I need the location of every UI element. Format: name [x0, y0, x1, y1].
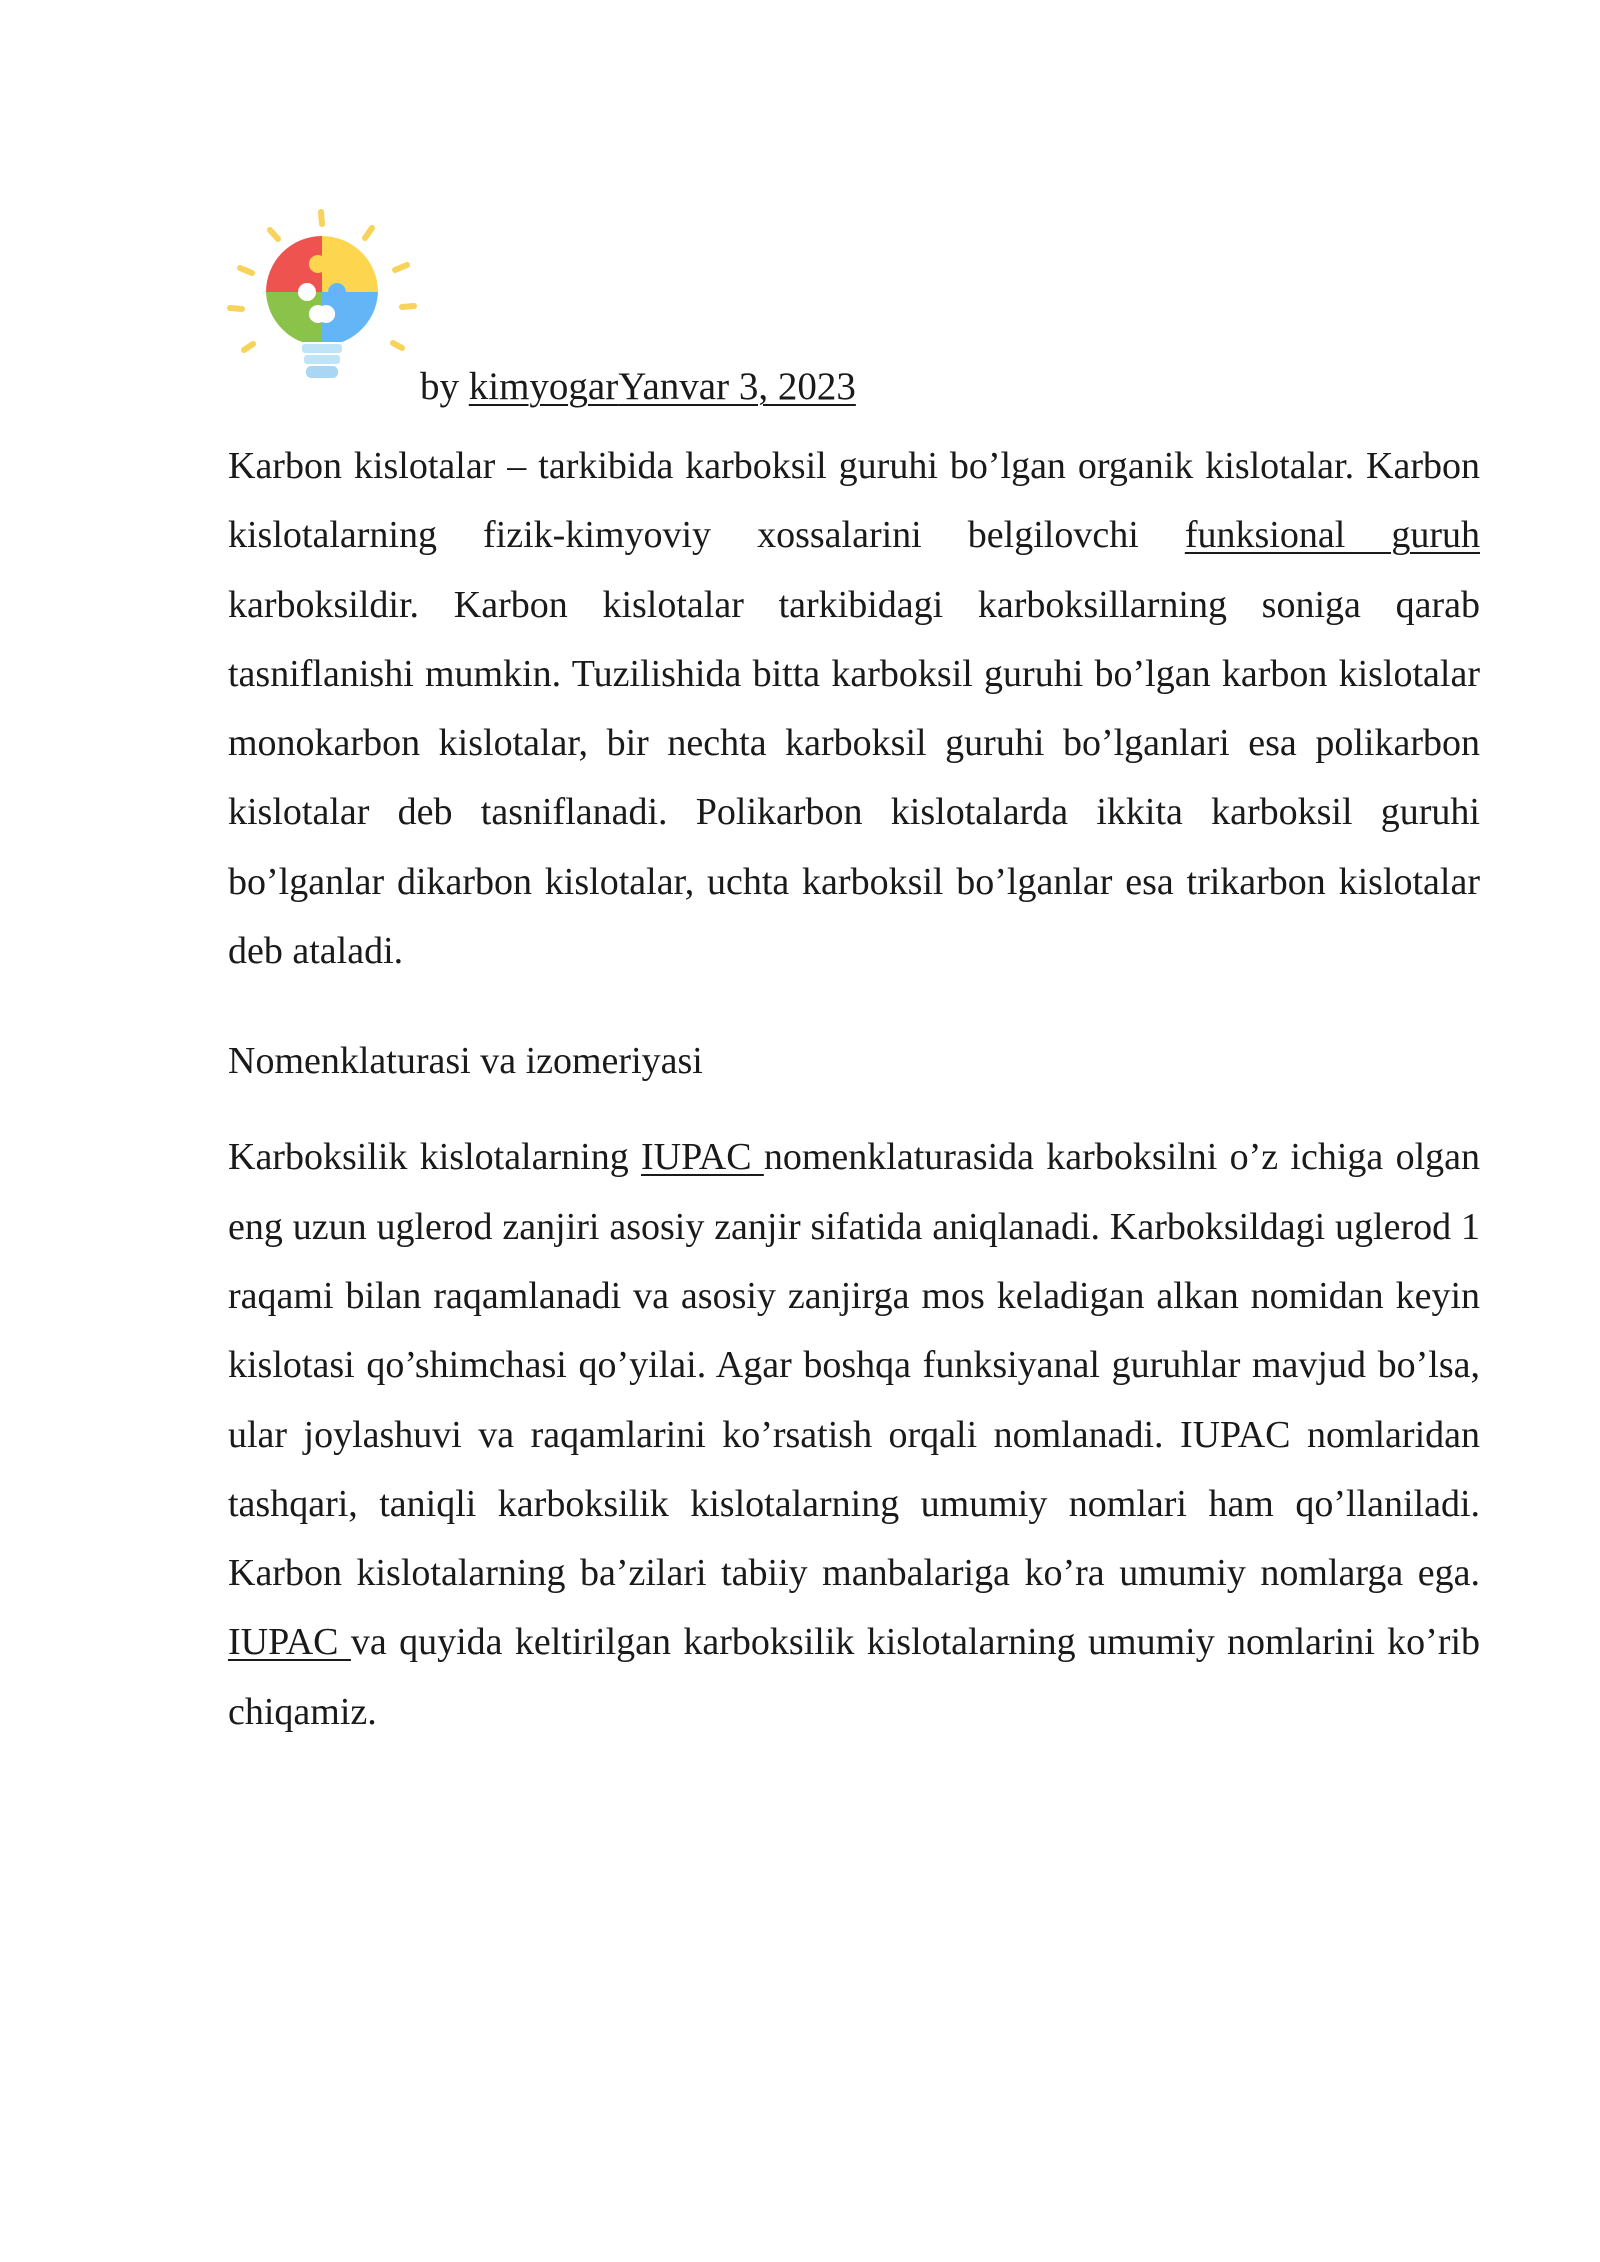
nomenclature-text-1: Karboksilik kislotalarning [228, 1136, 642, 1179]
intro-text-1: Karbon kislotalar – tarkibida karboksil guruhi bo’lgan organik kislotalar. Karbon kislotalarning fizik-kimyoviy xossalarini belgilovchi [228, 445, 1480, 557]
date-link[interactable]: Yanvar 3, 2023 [618, 365, 856, 408]
author-link[interactable]: kimyogar [468, 365, 619, 408]
byline-prefix: by [420, 365, 469, 408]
nomenclature-paragraph [228, 1123, 1480, 1747]
intro-text-2: karboksildir. Karbon kislotalar tarkibidagi karboksillarning soniga qarab tasniflanishi mumkin. Tuzilishida bitta karboksil guruhi bo’lgan karbon kislotalar monokarbon kislotalar, bir nechta karboksil guruhi bo’lganlari esa polikarbon kislotalar deb tasniflanadi. Polikarbon kislotalarda ikkita karboksil guruhi bo’lganlar dikarbon kislotalar, uchta karboksil bo’lganlar esa trikarbon kislotalar deb ataladi. [228, 583, 1480, 973]
nomenclature-text-3: va quyida keltirilgan karboksilik kislotalarning umumiy nomlarini ko’rib chiqamiz. [228, 1621, 1481, 1733]
iupac-link-1[interactable]: IUPAC [641, 1136, 764, 1179]
article-body [228, 432, 1480, 1747]
funksional-guruh-link[interactable]: funksional guruh [1184, 514, 1480, 557]
nomenclature-text-2: nomenklaturasida karboksilni o’z ichiga olgan eng uzun uglerod zanjiri asosiy zanjir sifatida aniqlanadi. Karboksildagi uglerod 1 raqami bilan raqamlanadi va asosiy zanjirga mos keladigan alkan nomidan keyin kislotasi qo’shimchasi qo’yilai. Agar boshqa funksiyanal guruhlar mavjud bo’lsa, ular joylashuvi va raqamlarini ko’rsatish orqali nomlanadi. IUPAC nomlaridan tashqari, taniqli karboksilik kislotalarning umumiy nomlari ham qo’llaniladi. Karbon kislotalarning ba’zilari tabiiy manbalariga ko’ra umumiy nomlarga ega. [228, 1136, 1481, 1595]
intro-paragraph [228, 432, 1480, 986]
section-heading: Nomenklaturasi va izomeriyasi [228, 1040, 703, 1083]
puzzle-lightbulb-icon [222, 204, 432, 404]
iupac-link-2[interactable]: IUPAC [228, 1621, 351, 1664]
byline [420, 362, 856, 412]
